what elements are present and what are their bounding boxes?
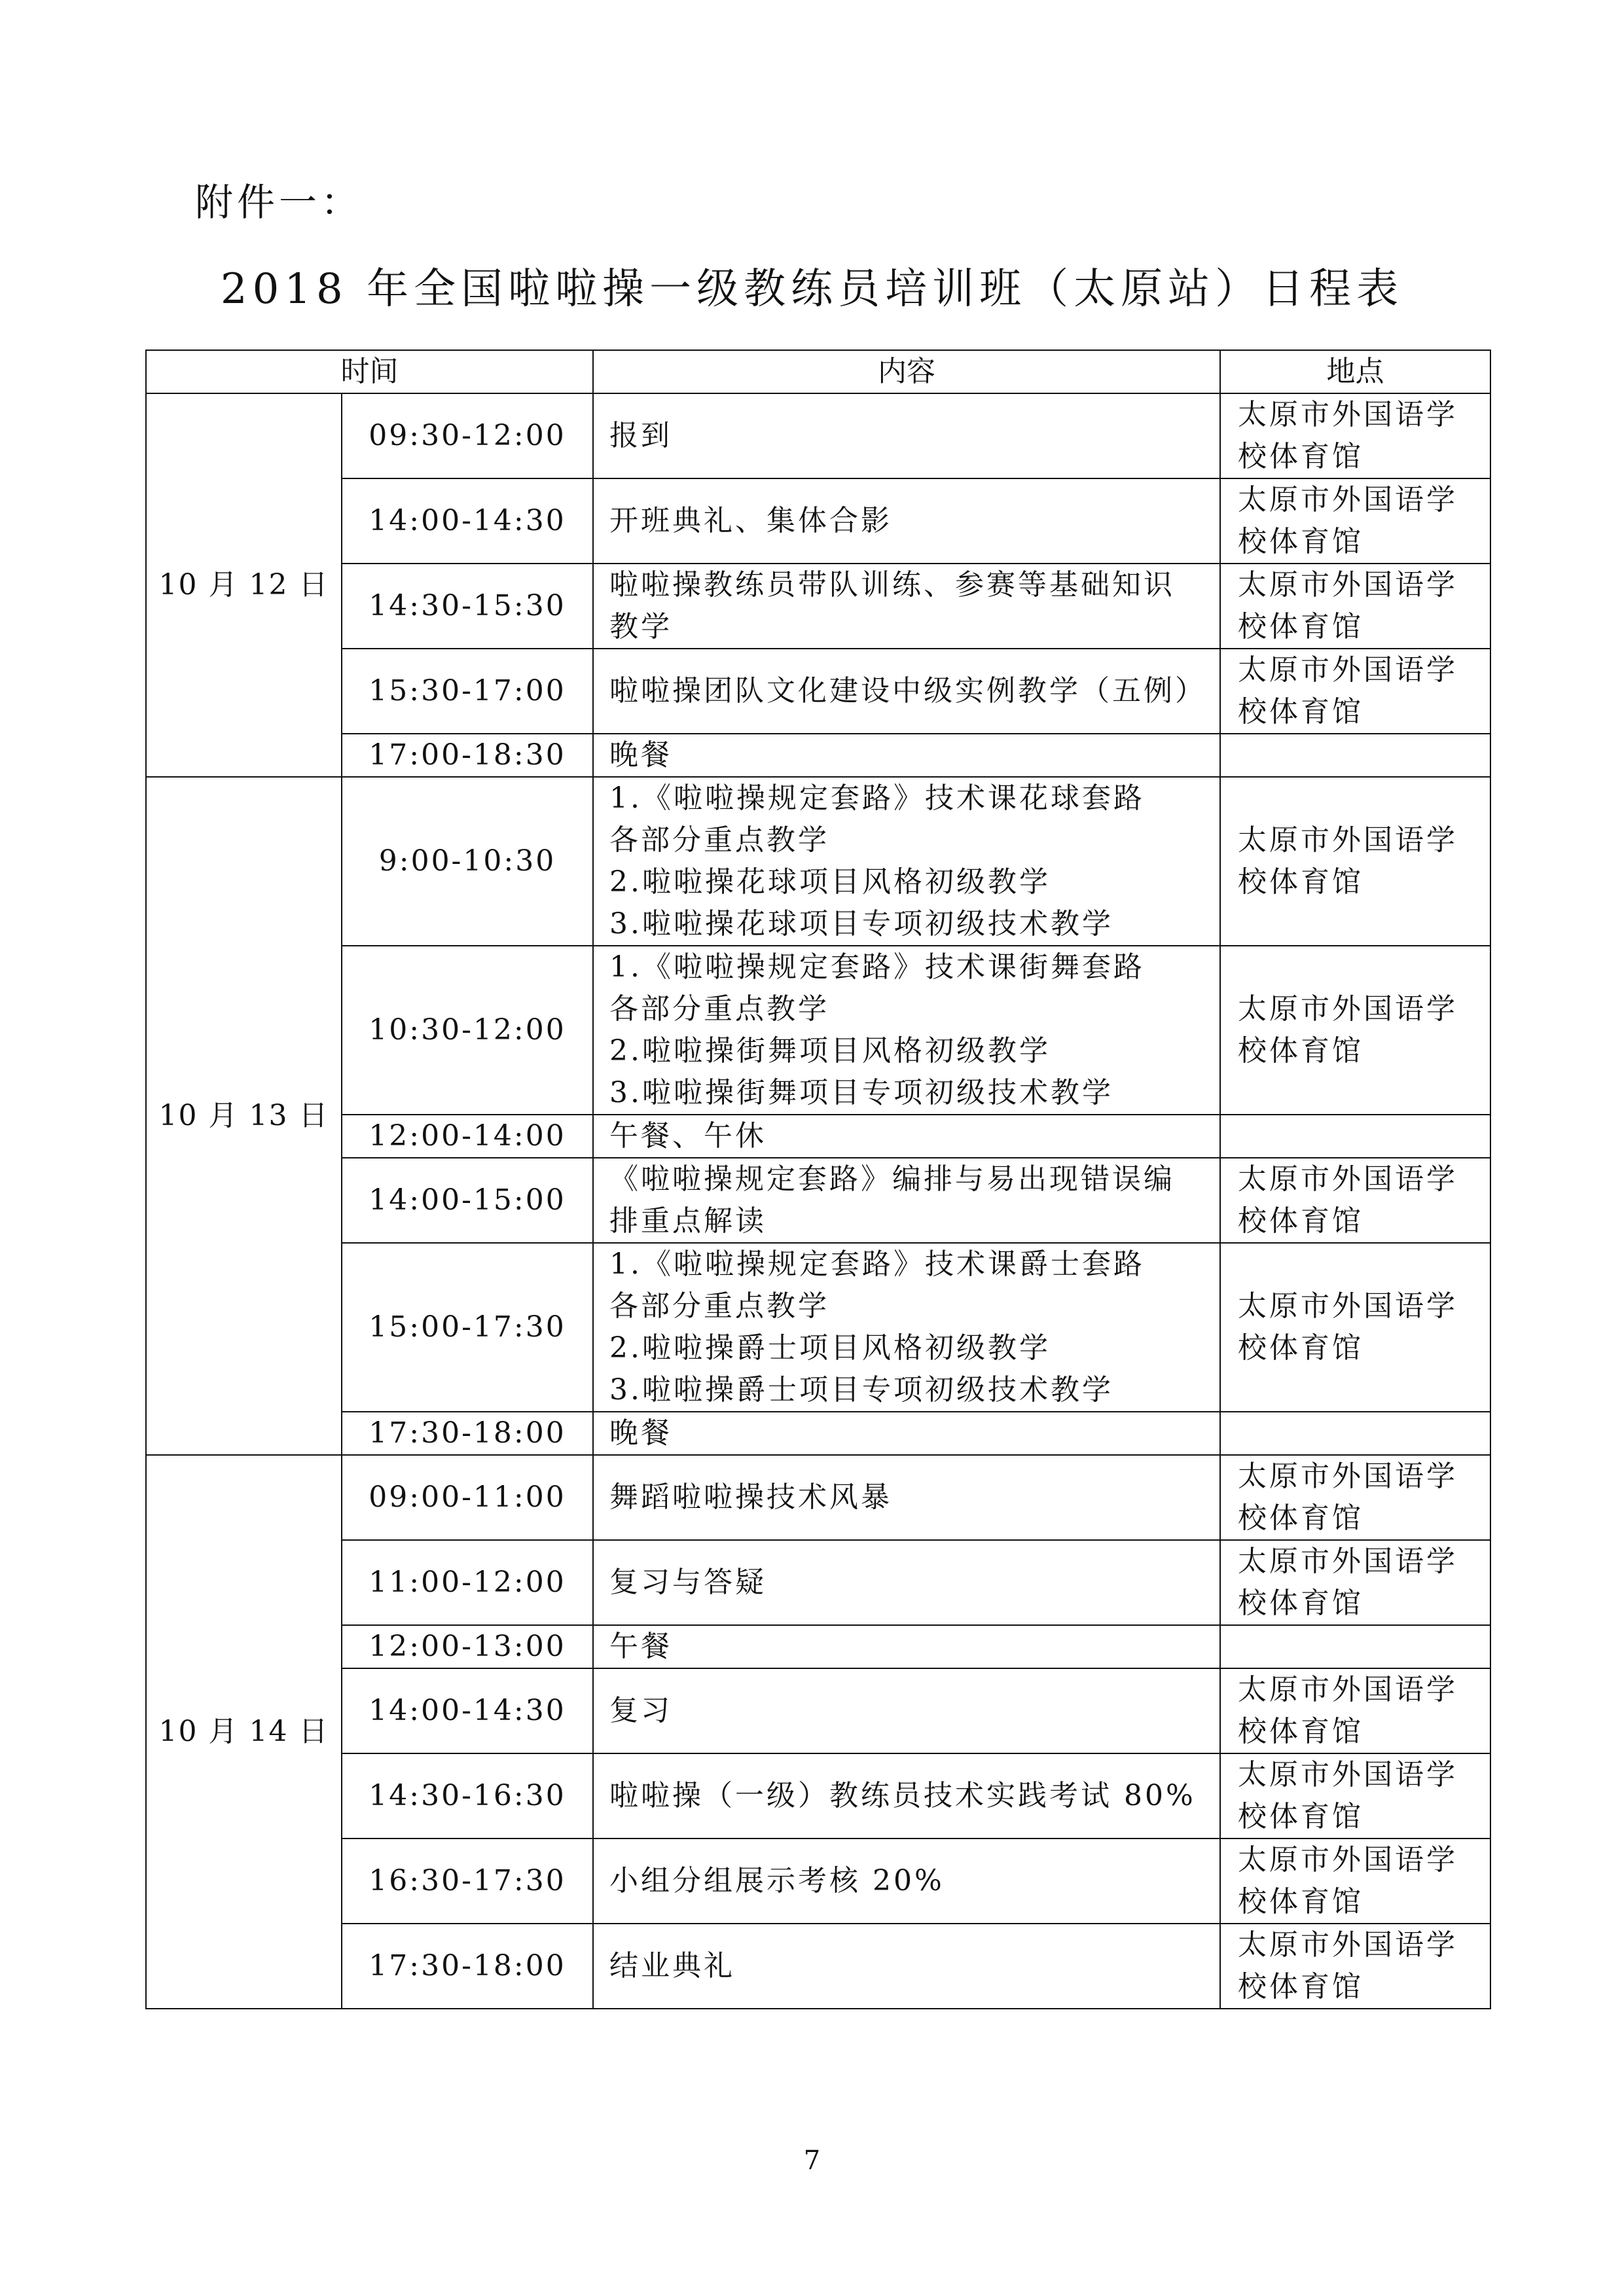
content-cell xyxy=(593,1668,1220,1753)
table-row xyxy=(146,1753,1490,1839)
place-line: 太原市外国语学 xyxy=(1238,992,1458,1026)
schedule-table xyxy=(145,350,1491,2009)
content-cell xyxy=(593,777,1220,946)
content-line: 结业典礼 xyxy=(609,1949,735,1982)
place-cell xyxy=(1220,946,1490,1115)
content-cell xyxy=(593,1455,1220,1540)
content-cell xyxy=(593,1924,1220,2009)
place-cell xyxy=(1220,649,1490,734)
time-cell: 09:30-12:00 xyxy=(342,393,593,478)
place-cell xyxy=(1220,1668,1490,1753)
content-line: 3.啦啦操花球项目专项初级技术教学 xyxy=(609,907,1113,941)
table-row xyxy=(146,777,1490,946)
time-cell: 14:30-16:30 xyxy=(342,1753,593,1839)
content-cell xyxy=(593,1243,1220,1412)
place-cell xyxy=(1220,1158,1490,1243)
content-cell xyxy=(593,946,1220,1115)
place-line: 校体育馆 xyxy=(1238,1885,1363,1918)
place-line: 太原市外国语学 xyxy=(1238,398,1458,431)
content-cell xyxy=(593,1115,1220,1158)
content-line: 复习 xyxy=(609,1694,672,1727)
place-line: 太原市外国语学 xyxy=(1238,1289,1458,1323)
content-cell xyxy=(593,478,1220,564)
content-line: 3.啦啦操街舞项目专项初级技术教学 xyxy=(609,1076,1113,1109)
attachment-label: 附件一： xyxy=(195,180,363,224)
place-line: 太原市外国语学 xyxy=(1238,1460,1458,1493)
header-place: 地点 xyxy=(1220,350,1490,393)
content-line: 午餐 xyxy=(609,1630,672,1663)
time-cell: 09:00-11:00 xyxy=(342,1455,593,1540)
content-line: 啦啦操团队文化建设中级实例教学（五例） xyxy=(609,674,1206,708)
time-cell: 14:30-15:30 xyxy=(342,564,593,649)
table-row xyxy=(146,1668,1490,1753)
time-cell: 11:00-12:00 xyxy=(342,1540,593,1625)
content-line: 各部分重点教学 xyxy=(609,823,829,857)
time-cell: 14:00-14:30 xyxy=(342,478,593,564)
content-cell xyxy=(593,1625,1220,1668)
content-line: 各部分重点教学 xyxy=(609,1289,829,1323)
table-row xyxy=(146,1158,1490,1243)
table-row xyxy=(146,1115,1490,1158)
place-line: 太原市外国语学 xyxy=(1238,653,1458,687)
place-line: 校体育馆 xyxy=(1238,1970,1363,2003)
place-cell xyxy=(1220,777,1490,946)
place-cell xyxy=(1220,478,1490,564)
place-line: 太原市外国语学 xyxy=(1238,568,1458,601)
table-row xyxy=(146,1625,1490,1668)
content-cell xyxy=(593,1412,1220,1455)
place-line: 太原市外国语学 xyxy=(1238,823,1458,857)
table-row xyxy=(146,478,1490,564)
place-line: 太原市外国语学 xyxy=(1238,1673,1458,1706)
place-cell xyxy=(1220,1412,1490,1455)
table-row xyxy=(146,734,1490,777)
place-cell xyxy=(1220,1625,1490,1668)
time-cell: 15:30-17:00 xyxy=(342,649,593,734)
place-line: 校体育馆 xyxy=(1238,610,1363,643)
page-title: 2018 年全国啦啦操一级教练员培训班（太原站）日程表 xyxy=(220,265,1404,314)
content-line: 2.啦啦操爵士项目风格初级教学 xyxy=(609,1331,1051,1365)
place-line: 校体育馆 xyxy=(1238,440,1363,473)
date-cell: 10 月 14 日 xyxy=(146,1455,342,2009)
content-line: 各部分重点教学 xyxy=(609,992,829,1026)
content-line: 复习与答疑 xyxy=(609,1566,767,1599)
page-number: 7 xyxy=(803,2145,821,2176)
time-cell: 9:00-10:30 xyxy=(342,777,593,946)
table-row xyxy=(146,1839,1490,1924)
place-line: 太原市外国语学 xyxy=(1238,1928,1458,1962)
place-line: 校体育馆 xyxy=(1238,1204,1363,1238)
place-cell xyxy=(1220,564,1490,649)
content-line: 教学 xyxy=(609,610,672,643)
content-line: 1.《啦啦操规定套路》技术课花球套路 xyxy=(609,781,1145,815)
place-cell xyxy=(1220,1839,1490,1924)
content-line: 报到 xyxy=(609,419,672,452)
table-row xyxy=(146,1540,1490,1625)
place-line: 校体育馆 xyxy=(1238,1715,1363,1748)
date-cell: 10 月 13 日 xyxy=(146,777,342,1455)
content-line: 啦啦操（一级）教练员技术实践考试 80% xyxy=(609,1779,1196,1812)
time-cell: 14:00-14:30 xyxy=(342,1668,593,1753)
content-cell xyxy=(593,393,1220,478)
content-line: 午餐、午休 xyxy=(609,1119,767,1153)
place-cell xyxy=(1220,1455,1490,1540)
header-time: 时间 xyxy=(146,350,593,393)
place-cell xyxy=(1220,1243,1490,1412)
content-line: 晚餐 xyxy=(609,738,672,772)
content-cell xyxy=(593,1839,1220,1924)
place-line: 太原市外国语学 xyxy=(1238,1758,1458,1791)
content-cell xyxy=(593,1753,1220,1839)
table-row xyxy=(146,1924,1490,2009)
time-cell: 12:00-13:00 xyxy=(342,1625,593,1668)
content-cell xyxy=(593,1540,1220,1625)
content-line: 开班典礼、集体合影 xyxy=(609,504,892,537)
table-row xyxy=(146,1243,1490,1412)
time-cell: 17:30-18:00 xyxy=(342,1412,593,1455)
place-cell xyxy=(1220,1924,1490,2009)
place-line: 校体育馆 xyxy=(1238,1587,1363,1620)
table-row xyxy=(146,393,1490,478)
content-cell xyxy=(593,1158,1220,1243)
header-row xyxy=(146,350,1490,393)
place-line: 校体育馆 xyxy=(1238,1501,1363,1535)
place-cell xyxy=(1220,393,1490,478)
table-row xyxy=(146,946,1490,1115)
content-line: 1.《啦啦操规定套路》技术课街舞套路 xyxy=(609,950,1145,984)
place-line: 校体育馆 xyxy=(1238,1034,1363,1067)
content-line: 3.啦啦操爵士项目专项初级技术教学 xyxy=(609,1373,1113,1407)
content-line: 晚餐 xyxy=(609,1416,672,1450)
place-line: 太原市外国语学 xyxy=(1238,1843,1458,1876)
schedule-body xyxy=(146,350,1490,2009)
table-row xyxy=(146,649,1490,734)
content-cell xyxy=(593,734,1220,777)
time-cell: 15:00-17:30 xyxy=(342,1243,593,1412)
time-cell: 12:00-14:00 xyxy=(342,1115,593,1158)
content-line: 《啦啦操规定套路》编排与易出现错误编 xyxy=(609,1162,1175,1196)
content-cell xyxy=(593,649,1220,734)
content-line: 2.啦啦操花球项目风格初级教学 xyxy=(609,865,1051,899)
content-line: 小组分组展示考核 20% xyxy=(609,1864,945,1897)
table-row xyxy=(146,1412,1490,1455)
content-line: 1.《啦啦操规定套路》技术课爵士套路 xyxy=(609,1247,1145,1281)
place-line: 校体育馆 xyxy=(1238,865,1363,899)
place-line: 太原市外国语学 xyxy=(1238,1162,1458,1196)
place-cell xyxy=(1220,734,1490,777)
table-row xyxy=(146,1455,1490,1540)
content-line: 舞蹈啦啦操技术风暴 xyxy=(609,1480,892,1514)
time-cell: 16:30-17:30 xyxy=(342,1839,593,1924)
content-line: 啦啦操教练员带队训练、参赛等基础知识 xyxy=(609,568,1175,601)
place-cell xyxy=(1220,1540,1490,1625)
time-cell: 17:00-18:30 xyxy=(342,734,593,777)
time-cell: 17:30-18:00 xyxy=(342,1924,593,2009)
time-cell: 10:30-12:00 xyxy=(342,946,593,1115)
place-line: 校体育馆 xyxy=(1238,1331,1363,1365)
content-cell xyxy=(593,564,1220,649)
place-cell xyxy=(1220,1115,1490,1158)
table-row xyxy=(146,564,1490,649)
place-line: 太原市外国语学 xyxy=(1238,483,1458,516)
header-content: 内容 xyxy=(593,350,1220,393)
place-line: 校体育馆 xyxy=(1238,695,1363,728)
date-cell: 10 月 12 日 xyxy=(146,393,342,777)
content-line: 2.啦啦操街舞项目风格初级教学 xyxy=(609,1034,1051,1067)
place-cell xyxy=(1220,1753,1490,1839)
content-line: 排重点解读 xyxy=(609,1204,767,1238)
place-line: 校体育馆 xyxy=(1238,525,1363,558)
place-line: 太原市外国语学 xyxy=(1238,1545,1458,1578)
place-line: 校体育馆 xyxy=(1238,1800,1363,1833)
time-cell: 14:00-15:00 xyxy=(342,1158,593,1243)
